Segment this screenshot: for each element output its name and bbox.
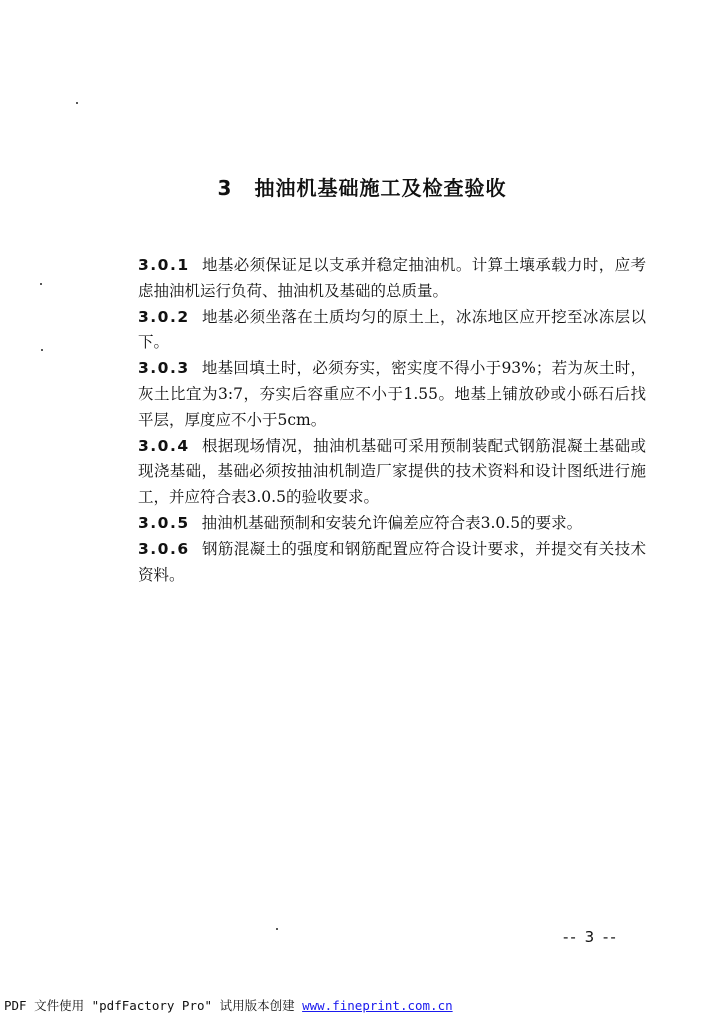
clause-3-0-5 bbox=[138, 511, 646, 537]
footer-link[interactable]: www.fineprint.com.cn bbox=[302, 998, 453, 1013]
clause-text: 地基回填土时，必须夯实，密实度不得小于93%；若为灰土时，灰土比宜为3:7，夯实后容重应不小于1.55。地基上铺放砂或小砾石后找平层，厚度应不小于5cm。 bbox=[138, 359, 646, 429]
scan-speck bbox=[40, 283, 42, 285]
pdf-footer bbox=[4, 996, 453, 1014]
clause-number: 3.0.3 bbox=[138, 359, 190, 378]
clause-text: 抽油机基础预制和安装允许偏差应符合表3.0.5的要求。 bbox=[201, 513, 583, 532]
clause-text: 根据现场情况，抽油机基础可采用预制装配式钢筋混凝土基础或现浇基础，基础必须按抽油机制造厂家提供的技术资料和设计图纸进行施工，并应符合表3.0.5的验收要求。 bbox=[138, 436, 646, 507]
clause-number: 3.0.4 bbox=[138, 436, 190, 455]
clause-text: 地基必须坐落在土质均匀的原土上，冰冻地区应开挖至冰冻层以下。 bbox=[138, 307, 646, 352]
clause-number: 3.0.2 bbox=[138, 307, 190, 326]
clause-3-0-6 bbox=[138, 537, 646, 589]
clause-3-0-2 bbox=[138, 305, 646, 357]
footer-text: PDF 文件使用 "pdfFactory Pro" 试用版本创建 bbox=[4, 998, 295, 1013]
clause-list bbox=[138, 253, 646, 588]
clause-3-0-1 bbox=[138, 253, 646, 305]
scan-speck bbox=[76, 102, 78, 104]
clause-text: 钢筋混凝土的强度和钢筋配置应符合设计要求，并提交有关技术资料。 bbox=[138, 539, 646, 584]
scan-speck bbox=[276, 928, 278, 930]
clause-number: 3.0.6 bbox=[138, 539, 190, 558]
page-number: -- 3 -- bbox=[563, 928, 618, 946]
clause-number: 3.0.1 bbox=[138, 256, 190, 274]
chapter-title bbox=[0, 172, 724, 201]
chapter-number: 3 bbox=[217, 176, 233, 200]
clause-text: 地基必须保证足以支承并稳定抽油机。计算土壤承载力时，应考虑抽油机运行负荷、抽油机及基础的总质量。 bbox=[138, 256, 646, 300]
clause-3-0-3 bbox=[138, 356, 646, 433]
scan-speck bbox=[41, 349, 43, 351]
clause-3-0-4 bbox=[138, 434, 646, 511]
clause-number: 3.0.5 bbox=[138, 513, 190, 532]
chapter-title-text: 抽油机基础施工及检查验收 bbox=[254, 176, 507, 200]
